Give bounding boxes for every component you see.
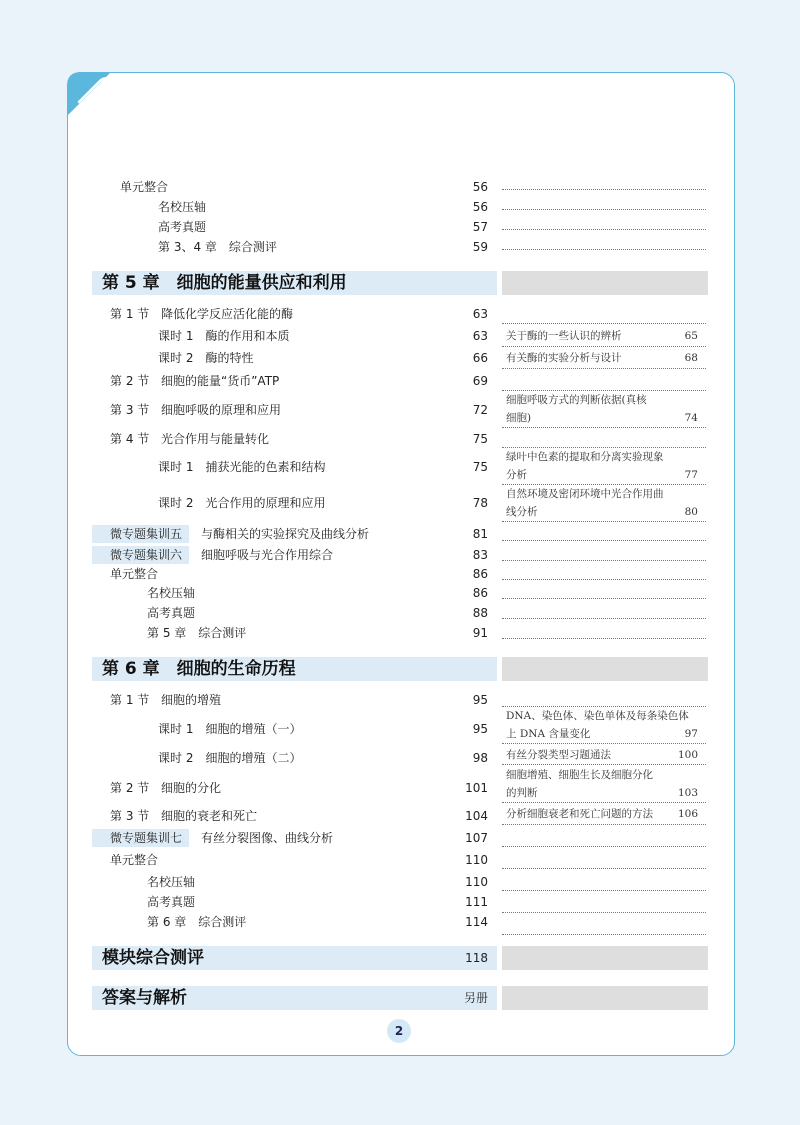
toc-row[interactable] [0, 850, 800, 870]
section-number: 第 2 节 [110, 374, 150, 388]
section-number: 第 4 节 [110, 432, 150, 446]
dotted-line [502, 638, 706, 639]
dotted-line [502, 209, 706, 210]
note-item[interactable]: 关于酶的一些认识的辨析 65 [506, 330, 698, 342]
entry-page: 114 [465, 915, 488, 929]
entry-page: 75 [472, 460, 488, 474]
entry-title: 有丝分裂图像、曲线分析 [201, 831, 334, 845]
dotted-line [502, 346, 706, 347]
entry-title: 第 3、4 章 综合测评 [158, 240, 277, 254]
toc-row[interactable] [0, 237, 800, 257]
toc-row[interactable] [0, 828, 800, 848]
toc-row[interactable] [0, 892, 800, 912]
toc-row[interactable] [0, 429, 800, 449]
entry-title: 课时 1 捕获光能的色素和结构 [158, 460, 326, 474]
entry-page: 88 [472, 606, 488, 620]
entry-title: 课时 1 酶的作用和本质 [158, 329, 290, 343]
entry-page: 101 [465, 781, 488, 795]
entry-page: 118 [465, 951, 488, 965]
entry-page: 75 [472, 432, 488, 446]
entry-page: 56 [472, 200, 488, 214]
entry-page: 95 [472, 722, 488, 736]
chapter-5-title[interactable]: 第 5 章 细胞的能量供应和利用 [102, 273, 347, 293]
entry-page: 86 [472, 586, 488, 600]
entry-page: 111 [465, 895, 488, 909]
toc-row[interactable] [0, 872, 800, 892]
chapter-6-title[interactable]: 第 6 章 细胞的生命历程 [102, 659, 296, 679]
toc-row[interactable] [0, 524, 800, 544]
dotted-line [502, 560, 706, 561]
entry-title: 光合作用与能量转化 [161, 432, 270, 446]
dotted-line [502, 579, 706, 580]
entry-title: 单元整合 [120, 180, 169, 194]
toc-row[interactable] [0, 371, 800, 391]
entry-title: 课时 2 细胞的增殖（二） [158, 751, 302, 765]
entry-page: 110 [465, 853, 488, 867]
dotted-line [502, 868, 706, 869]
entry-page: 104 [465, 809, 488, 823]
entry-title: 细胞的衰老和死亡 [161, 809, 258, 823]
note-item[interactable]: 分析细胞衰老和死亡问题的方法 106 [506, 808, 698, 820]
section-number: 第 1 节 [110, 307, 150, 321]
entry-title: 名校压轴 [147, 875, 196, 889]
toc-row[interactable] [0, 304, 800, 324]
toc-row[interactable] [0, 217, 800, 237]
entry-page: 56 [472, 180, 488, 194]
dotted-line [502, 934, 706, 935]
dotted-line [502, 521, 706, 522]
toc-row[interactable] [0, 177, 800, 197]
entry-page: 59 [472, 240, 488, 254]
topic-tag: 微专题集训六 [110, 548, 183, 562]
entry-title: 降低化学反应活化能的酶 [161, 307, 294, 321]
entry-title: 细胞的分化 [161, 781, 222, 795]
section-number: 第 3 节 [110, 809, 150, 823]
entry-title: 单元整合 [110, 853, 159, 867]
note-item[interactable]: DNA、染色体、染色单体及每条染色体 上 DNA 含量变化 97 [506, 710, 698, 740]
dotted-line [502, 743, 706, 744]
entry-page: 72 [472, 403, 488, 417]
notes-header [502, 657, 708, 681]
section-number: 第 1 节 [110, 693, 150, 707]
module-title[interactable]: 模块综合测评 [102, 948, 204, 968]
dotted-line [502, 912, 706, 913]
entry-title: 细胞呼吸的原理和应用 [161, 403, 282, 417]
dotted-line [502, 618, 706, 619]
entry-title: 名校压轴 [158, 200, 207, 214]
entry-title: 名校压轴 [147, 586, 196, 600]
entry-title: 高考真题 [158, 220, 207, 234]
note-item[interactable]: 细胞增殖、细胞生长及细胞分化 的判断 103 [506, 769, 698, 799]
topic-tag: 微专题集训五 [110, 527, 183, 541]
entry-title: 第 5 章 综合测评 [147, 626, 247, 640]
note-item[interactable]: 自然环境及密闭环境中光合作用曲 线分析 80 [506, 488, 698, 518]
entry-page: 57 [472, 220, 488, 234]
toc-row[interactable] [0, 603, 800, 623]
entry-title: 课时 2 酶的特性 [158, 351, 254, 365]
note-item[interactable]: 细胞呼吸方式的判断依据(真核 细胞) 74 [506, 394, 698, 424]
entry-page: 63 [472, 329, 488, 343]
dotted-line [502, 802, 706, 803]
note-item[interactable]: 有关酶的实验分析与设计 68 [506, 352, 698, 364]
entry-title: 高考真题 [147, 606, 196, 620]
dotted-line [502, 890, 706, 891]
dotted-line [502, 764, 706, 765]
entry-page: 86 [472, 567, 488, 581]
dotted-line [502, 189, 706, 190]
entry-title: 细胞的增殖 [161, 693, 222, 707]
entry-page: 78 [472, 496, 488, 510]
toc-row[interactable] [0, 197, 800, 217]
notes-header [502, 271, 708, 295]
entry-title: 与酶相关的实验探究及曲线分析 [201, 527, 370, 541]
entry-page: 98 [472, 751, 488, 765]
toc-row[interactable] [0, 545, 800, 565]
page-number: 2 [387, 1019, 411, 1043]
toc-row[interactable] [0, 583, 800, 603]
entry-title: 课时 1 细胞的增殖（一） [158, 722, 302, 736]
entry-page: 66 [472, 351, 488, 365]
section-number: 第 3 节 [110, 403, 150, 417]
entry-page: 91 [472, 626, 488, 640]
entry-page: 95 [472, 693, 488, 707]
dotted-line [502, 323, 706, 324]
entry-title: 单元整合 [110, 567, 159, 581]
entry-page: 另册 [463, 991, 488, 1005]
entry-page: 110 [465, 875, 488, 889]
toc-row[interactable] [0, 623, 800, 643]
dotted-line [502, 598, 706, 599]
topic-tag: 微专题集训七 [110, 831, 183, 845]
dotted-line [502, 846, 706, 847]
toc-row[interactable] [0, 564, 800, 584]
entry-title: 高考真题 [147, 895, 196, 909]
entry-title: 细胞的能量“货币”ATP [161, 374, 280, 388]
dotted-line [502, 427, 706, 428]
answers-title[interactable]: 答案与解析 [102, 988, 187, 1008]
note-item[interactable]: 绿叶中色素的提取和分离实验现象 分析 77 [506, 451, 698, 481]
notes-header [502, 946, 708, 970]
note-item[interactable]: 有丝分裂类型习题通法 100 [506, 749, 698, 761]
entry-page: 63 [472, 307, 488, 321]
section-number: 第 2 节 [110, 781, 150, 795]
entry-page: 107 [465, 831, 488, 845]
entry-page: 83 [472, 548, 488, 562]
notes-header [502, 986, 708, 1010]
entry-page: 69 [472, 374, 488, 388]
entry-title: 细胞呼吸与光合作用综合 [201, 548, 334, 562]
entry-title: 第 6 章 综合测评 [147, 915, 247, 929]
paperclip-icon [67, 72, 125, 124]
entry-title: 课时 2 光合作用的原理和应用 [158, 496, 326, 510]
entry-page: 81 [472, 527, 488, 541]
dotted-line [502, 229, 706, 230]
dotted-line [502, 368, 706, 369]
dotted-line [502, 824, 706, 825]
dotted-line [502, 540, 706, 541]
dotted-line [502, 249, 706, 250]
toc-row[interactable] [0, 912, 800, 932]
